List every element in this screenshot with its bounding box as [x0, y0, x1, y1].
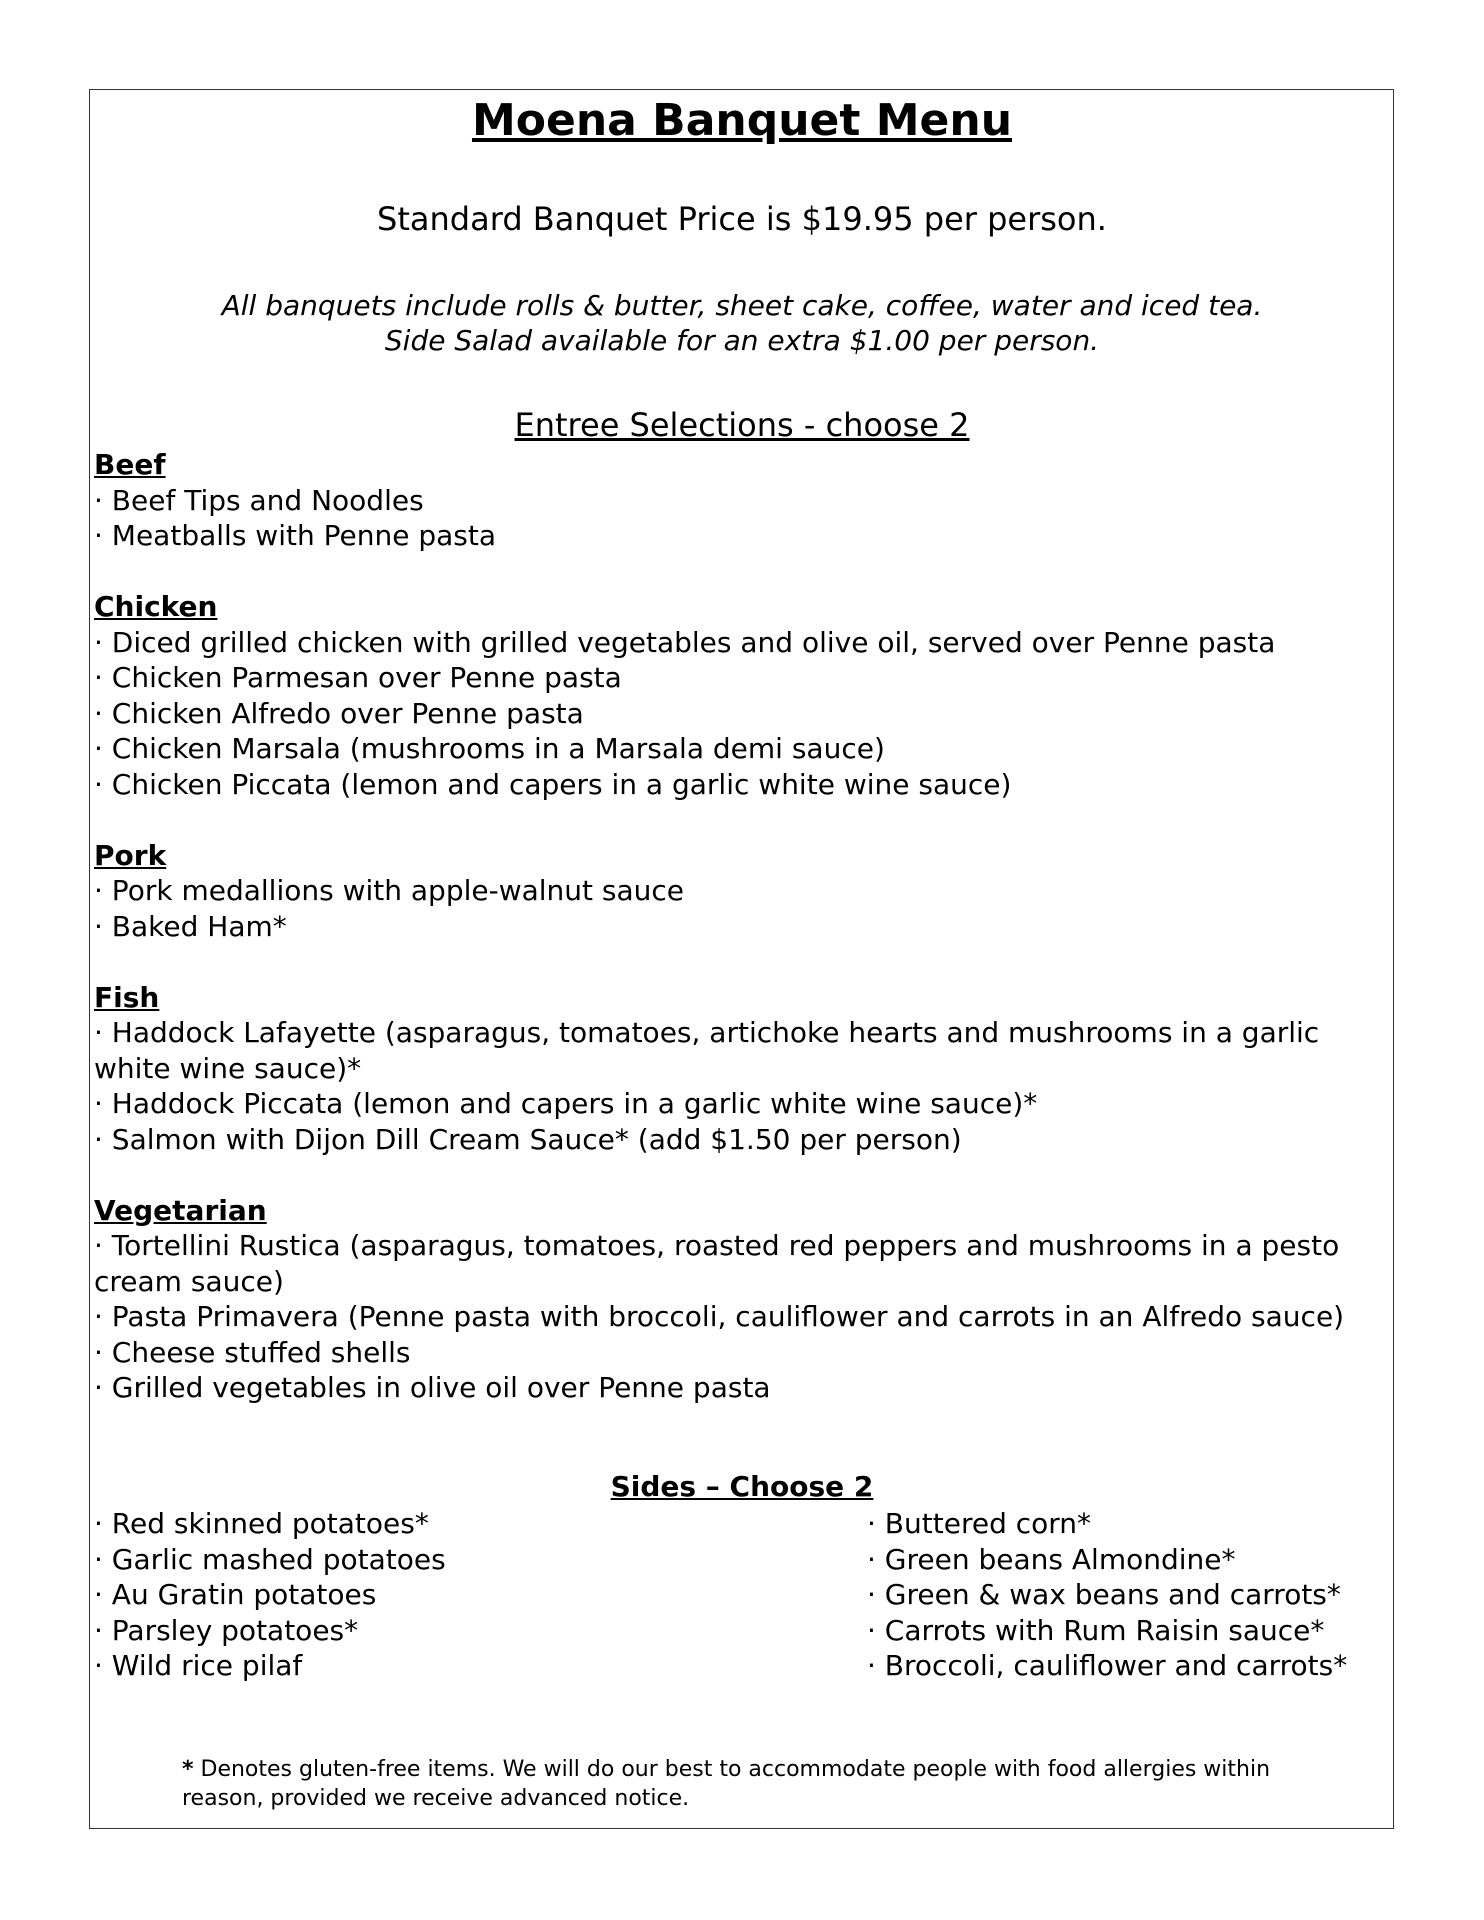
menu-item: · Chicken Parmesan over Penne pasta: [94, 661, 622, 694]
category-pork: [94, 838, 1384, 945]
category-title: Chicken: [94, 590, 218, 623]
category-fish: [94, 980, 1384, 1158]
category-beef: [94, 447, 1384, 554]
side-item: · Carrots with Rum Raisin sauce*: [867, 1613, 1325, 1647]
category-title: Pork: [94, 838, 167, 872]
standard-price: Standard Banquet Price is $19.95 per person.: [377, 200, 1107, 238]
menu-item: · Haddock Lafayette (asparagus, tomatoes, artichoke hearts and mushrooms in a garlic white wine sauce)*: [94, 1016, 1320, 1085]
side-item: · Au Gratin potatoes: [94, 1578, 377, 1611]
category-title: Beef: [94, 448, 166, 481]
sides-left-column: [94, 1506, 446, 1684]
sides-right-column: [867, 1506, 1347, 1684]
menu-item: · Tortellini Rustica (asparagus, tomatoes, roasted red peppers and mushrooms in a pesto cream sauce): [94, 1229, 1340, 1298]
side-item: · Garlic mashed potatoes: [94, 1542, 446, 1576]
sides-heading: Sides – Choose 2: [610, 1470, 874, 1503]
category-title: Fish: [94, 980, 160, 1014]
includes-line-1: All banquets include rolls & butter, sheet cake, coffee, water and iced tea.: [221, 289, 1263, 322]
entree-list: [94, 447, 1384, 1441]
menu-item: · Chicken Piccata (lemon and capers in a garlic white wine sauce): [94, 767, 1012, 801]
menu-item: · Pasta Primavera (Penne pasta with broccoli, cauliflower and carrots in an Alfredo sauce): [94, 1300, 1345, 1333]
menu-item: · Chicken Alfredo over Penne pasta: [94, 696, 584, 730]
category-title: Vegetarian: [94, 1193, 267, 1227]
menu-item: · Pork medallions with apple-walnut sauce: [94, 874, 685, 907]
menu-item: · Grilled vegetables in olive oil over Penne pasta: [94, 1371, 771, 1404]
menu-item: · Salmon with Dijon Dill Cream Sauce* (add $1.50 per person): [94, 1122, 962, 1156]
side-item: · Buttered corn*: [867, 1507, 1092, 1540]
menu-item: · Chicken Marsala (mushrooms in a Marsala demi sauce): [94, 732, 885, 765]
menu-item: · Beef Tips and Noodles: [94, 483, 424, 517]
includes-line-2: Side Salad available for an extra $1.00 per person.: [384, 324, 1100, 357]
category-vegetarian: [94, 1193, 1384, 1406]
side-item: · Red skinned potatoes*: [94, 1507, 429, 1540]
side-item: · Wild rice pilaf: [94, 1649, 303, 1682]
entree-heading: Entree Selections - choose 2: [514, 406, 970, 444]
menu-item: · Haddock Piccata (lemon and capers in a garlic white wine sauce)*: [94, 1087, 1038, 1120]
menu-item: · Meatballs with Penne pasta: [94, 519, 496, 552]
menu-item: · Baked Ham*: [94, 909, 287, 943]
side-item: · Green & wax beans and carrots*: [867, 1578, 1341, 1611]
menu-item: · Diced grilled chicken with grilled vegetables and olive oil, served over Penne pasta: [94, 625, 1276, 659]
side-item: · Green beans Almondine*: [867, 1542, 1236, 1576]
category-chicken: [94, 589, 1384, 802]
footnote-text: Denotes gluten-free items. We will do our best to accommodate people with food allergies within reason, provided we receive advanced notice.: [182, 1757, 1271, 1811]
menu-title: Moena Banquet Menu: [471, 95, 1013, 146]
gluten-free-footnote: [182, 1755, 1332, 1813]
side-item: · Broccoli, cauliflower and carrots*: [867, 1649, 1348, 1682]
side-item: · Parsley potatoes*: [94, 1613, 359, 1647]
includes-note: [0, 288, 1484, 358]
menu-item: · Cheese stuffed shells: [94, 1335, 411, 1369]
footnote-asterisk: *: [182, 1757, 194, 1782]
